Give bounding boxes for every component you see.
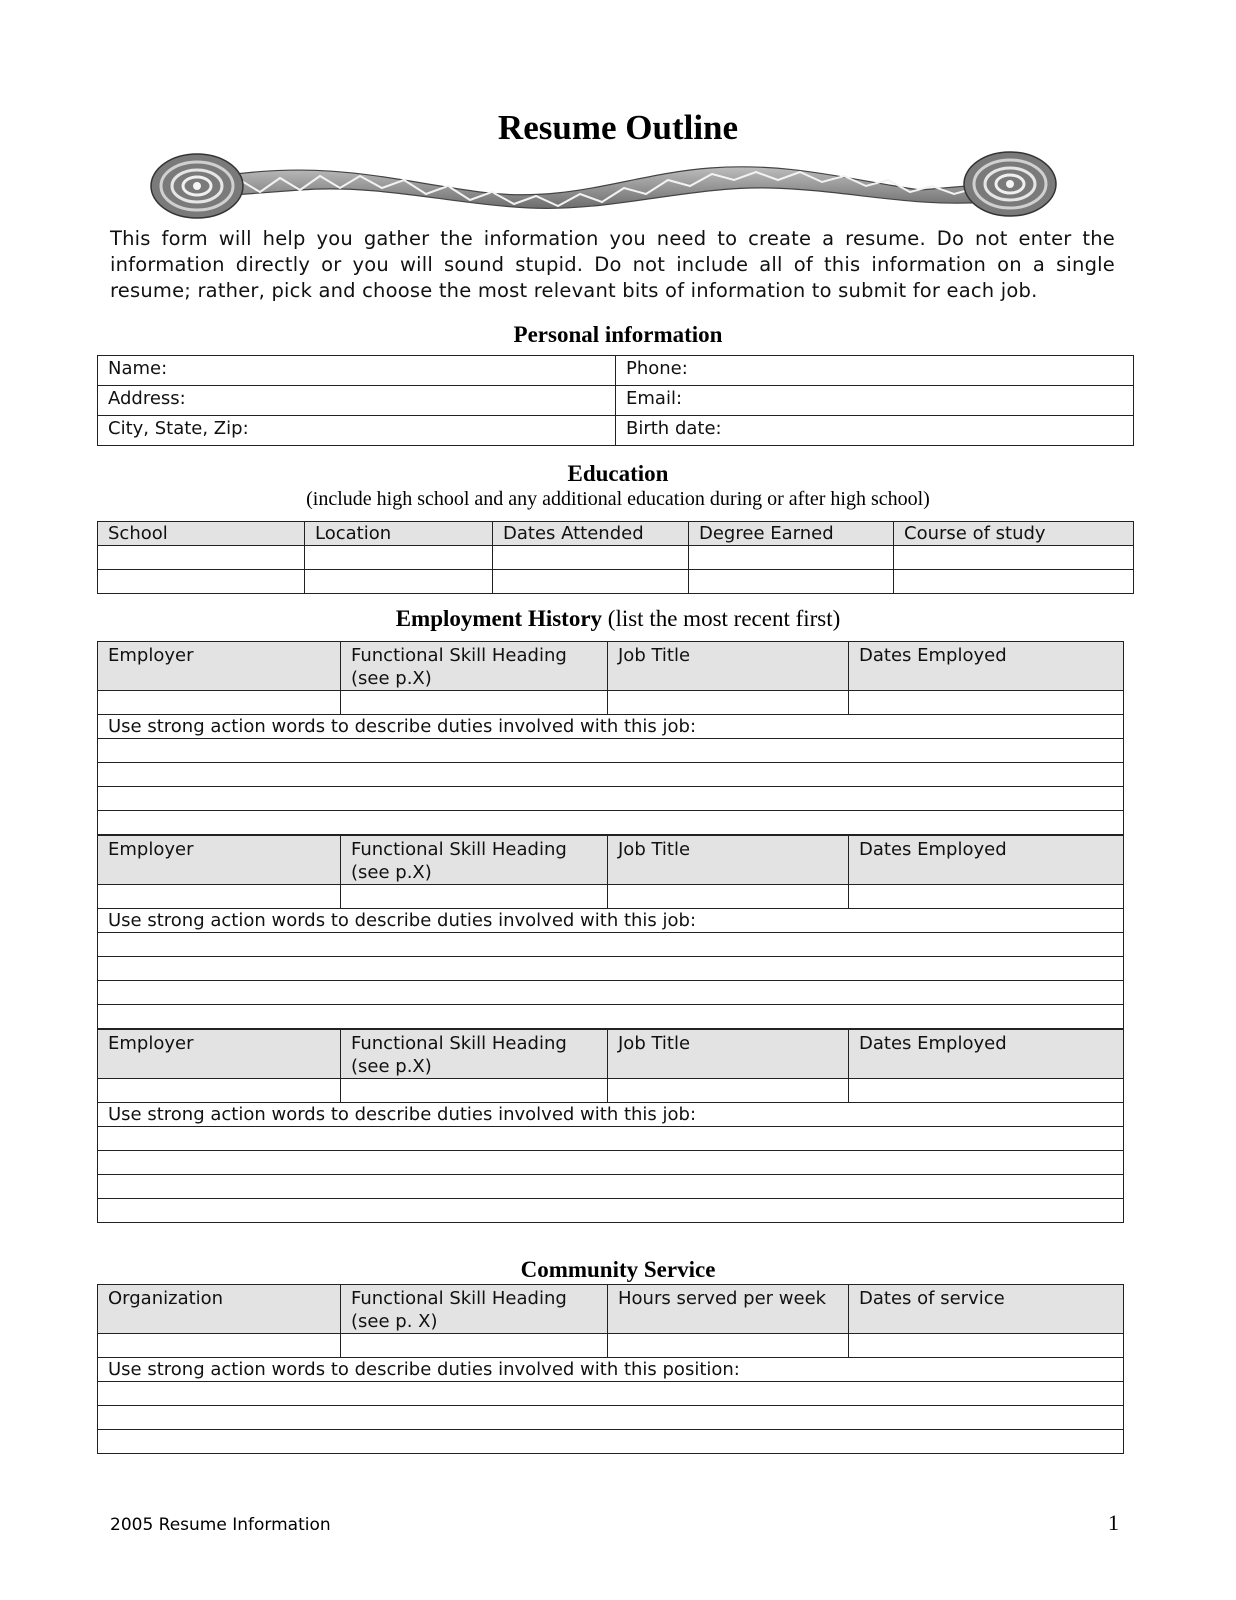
duties-input-line[interactable] bbox=[98, 787, 1124, 811]
duties-line bbox=[98, 1406, 1124, 1430]
dates-employed-cell[interactable] bbox=[849, 1079, 1124, 1103]
duties-input-line[interactable] bbox=[98, 1151, 1124, 1175]
school-cell[interactable] bbox=[98, 570, 305, 594]
dates-employed-column-header: Dates Employed bbox=[849, 836, 1124, 885]
employment-heading bbox=[0, 606, 1236, 632]
intro-paragraph: This form will help you gather the information you need to create a resume. Do not enter the information directly or you will sound stupid. Do not include all of this information on a single resume; rather, pick and choose the most relevant bits of information to submit for each job. bbox=[110, 227, 1115, 302]
duties-input-line[interactable] bbox=[98, 1406, 1124, 1430]
dates-of-service-cell[interactable] bbox=[849, 1334, 1124, 1358]
duties-line bbox=[98, 739, 1124, 763]
dates-attended-cell[interactable] bbox=[493, 546, 689, 570]
education-heading: Education bbox=[567, 461, 669, 486]
table-row bbox=[98, 546, 1134, 570]
duties-input-line[interactable] bbox=[98, 1005, 1124, 1029]
duties-line bbox=[98, 763, 1124, 787]
wave-band bbox=[220, 167, 990, 209]
location-column-header: Location bbox=[305, 522, 493, 546]
duties-line bbox=[98, 811, 1124, 835]
personal-heading: Personal information bbox=[513, 322, 723, 347]
duties-prompt: Use strong action words to describe duties involved with this position: bbox=[98, 1358, 1124, 1382]
duties-line bbox=[98, 1127, 1124, 1151]
email-field[interactable]: Email: bbox=[616, 386, 1134, 416]
table-header-row bbox=[98, 1030, 1124, 1079]
location-cell[interactable] bbox=[305, 570, 493, 594]
table-row bbox=[98, 691, 1124, 715]
employment-table-1 bbox=[97, 641, 1124, 835]
community-service-table bbox=[97, 1284, 1124, 1454]
table-row bbox=[98, 570, 1134, 594]
employer-cell[interactable] bbox=[98, 885, 341, 909]
dates-attended-cell[interactable] bbox=[493, 570, 689, 594]
duties-input-line[interactable] bbox=[98, 811, 1124, 835]
duties-input-line[interactable] bbox=[98, 933, 1124, 957]
location-cell[interactable] bbox=[305, 546, 493, 570]
school-column-header: School bbox=[98, 522, 305, 546]
table-row bbox=[98, 1079, 1124, 1103]
phone-field[interactable]: Phone: bbox=[616, 356, 1134, 386]
table-row bbox=[98, 416, 1134, 446]
employment-heading-note: (list the most recent first) bbox=[607, 606, 841, 631]
duties-input-line[interactable] bbox=[98, 957, 1124, 981]
duties-prompt-row bbox=[98, 715, 1124, 739]
education-subheading: (include high school and any additional education during or after high school) bbox=[306, 488, 930, 510]
duties-line bbox=[98, 1151, 1124, 1175]
school-cell[interactable] bbox=[98, 546, 305, 570]
skill-heading-cell[interactable] bbox=[341, 1079, 608, 1103]
right-spiral-icon bbox=[964, 152, 1056, 216]
table-header-row bbox=[98, 836, 1124, 885]
table-header-row bbox=[98, 642, 1124, 691]
duties-input-line[interactable] bbox=[98, 1430, 1124, 1454]
duties-prompt-row bbox=[98, 1103, 1124, 1127]
duties-line bbox=[98, 1199, 1124, 1223]
duties-input-line[interactable] bbox=[98, 739, 1124, 763]
page-title: Resume Outline bbox=[497, 108, 739, 147]
duties-input-line[interactable] bbox=[98, 1127, 1124, 1151]
table-row bbox=[98, 885, 1124, 909]
duties-input-line[interactable] bbox=[98, 1199, 1124, 1223]
duties-line bbox=[98, 1005, 1124, 1029]
duties-line bbox=[98, 1430, 1124, 1454]
decorative-spiral-banner bbox=[150, 150, 1060, 222]
dates-of-service-column-header: Dates of service bbox=[849, 1285, 1124, 1334]
skill-heading-cell[interactable] bbox=[341, 885, 608, 909]
left-spiral-icon bbox=[151, 154, 243, 218]
community-heading: Community Service bbox=[520, 1257, 716, 1282]
employment-table-2 bbox=[97, 835, 1124, 1029]
table-header-row bbox=[98, 1285, 1124, 1334]
employer-cell[interactable] bbox=[98, 691, 341, 715]
footer-label: 2005 Resume Information bbox=[110, 1515, 331, 1535]
table-row bbox=[98, 356, 1134, 386]
table-header-row bbox=[98, 522, 1134, 546]
duties-line bbox=[98, 957, 1124, 981]
duties-prompt: Use strong action words to describe duties involved with this job: bbox=[98, 909, 1124, 933]
skill-heading-column-header: Functional Skill Heading (see p.X) bbox=[341, 836, 608, 885]
course-of-study-cell[interactable] bbox=[894, 546, 1134, 570]
address-field[interactable]: Address: bbox=[98, 386, 616, 416]
job-title-column-header: Job Title bbox=[608, 1030, 849, 1079]
duties-line bbox=[98, 981, 1124, 1005]
dates-employed-column-header: Dates Employed bbox=[849, 1030, 1124, 1079]
course-of-study-column-header: Course of study bbox=[894, 522, 1134, 546]
duties-line bbox=[98, 787, 1124, 811]
birth-date-field[interactable]: Birth date: bbox=[616, 416, 1134, 446]
dates-attended-column-header: Dates Attended bbox=[493, 522, 689, 546]
job-title-cell[interactable] bbox=[608, 1079, 849, 1103]
degree-earned-cell[interactable] bbox=[689, 570, 894, 594]
duties-input-line[interactable] bbox=[98, 1382, 1124, 1406]
skill-heading-cell[interactable] bbox=[341, 1334, 608, 1358]
duties-prompt-row bbox=[98, 1358, 1124, 1382]
dates-employed-cell[interactable] bbox=[849, 691, 1124, 715]
duties-line bbox=[98, 1382, 1124, 1406]
job-title-column-header: Job Title bbox=[608, 836, 849, 885]
table-row bbox=[98, 1334, 1124, 1358]
job-title-cell[interactable] bbox=[608, 885, 849, 909]
job-title-cell[interactable] bbox=[608, 691, 849, 715]
dates-employed-cell[interactable] bbox=[849, 885, 1124, 909]
duties-input-line[interactable] bbox=[98, 1175, 1124, 1199]
employer-column-header: Employer bbox=[98, 1030, 341, 1079]
personal-info-table bbox=[97, 355, 1134, 446]
employment-table-3 bbox=[97, 1029, 1124, 1223]
degree-earned-cell[interactable] bbox=[689, 546, 894, 570]
duties-prompt: Use strong action words to describe duties involved with this job: bbox=[98, 1103, 1124, 1127]
table-row bbox=[98, 386, 1134, 416]
course-of-study-cell[interactable] bbox=[894, 570, 1134, 594]
duties-input-line[interactable] bbox=[98, 981, 1124, 1005]
duties-prompt: Use strong action words to describe duties involved with this job: bbox=[98, 715, 1124, 739]
skill-heading-column-header: Functional Skill Heading (see p.X) bbox=[341, 642, 608, 691]
employment-heading-title: Employment History bbox=[395, 606, 603, 631]
employer-cell[interactable] bbox=[98, 1079, 341, 1103]
organization-column-header: Organization bbox=[98, 1285, 341, 1334]
employer-column-header: Employer bbox=[98, 642, 341, 691]
organization-cell[interactable] bbox=[98, 1334, 341, 1358]
duties-line bbox=[98, 1175, 1124, 1199]
name-field[interactable]: Name: bbox=[98, 356, 616, 386]
duties-prompt-row bbox=[98, 909, 1124, 933]
city-state-zip-field[interactable]: City, State, Zip: bbox=[98, 416, 616, 446]
duties-input-line[interactable] bbox=[98, 763, 1124, 787]
page-number: 1 bbox=[1108, 1510, 1119, 1535]
duties-line bbox=[98, 933, 1124, 957]
hours-per-week-cell[interactable] bbox=[608, 1334, 849, 1358]
skill-heading-column-header: Functional Skill Heading (see p.X) bbox=[341, 1030, 608, 1079]
education-table bbox=[97, 521, 1134, 594]
hours-per-week-column-header: Hours served per week bbox=[608, 1285, 849, 1334]
skill-heading-cell[interactable] bbox=[341, 691, 608, 715]
dates-employed-column-header: Dates Employed bbox=[849, 642, 1124, 691]
employer-column-header: Employer bbox=[98, 836, 341, 885]
skill-heading-column-header: Functional Skill Heading (see p. X) bbox=[341, 1285, 608, 1334]
job-title-column-header: Job Title bbox=[608, 642, 849, 691]
degree-earned-column-header: Degree Earned bbox=[689, 522, 894, 546]
